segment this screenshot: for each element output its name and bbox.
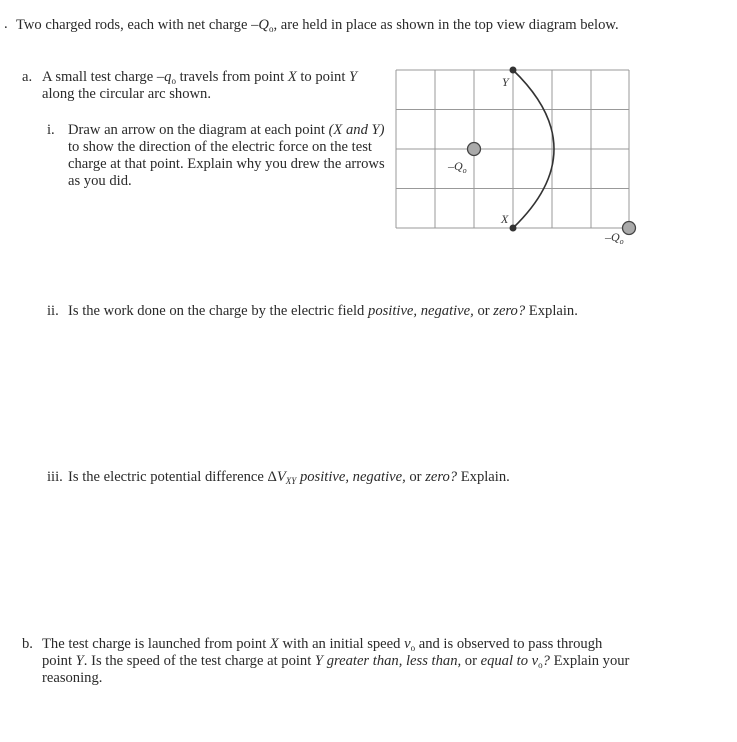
part-b-label: b. bbox=[22, 636, 33, 652]
point-x: X bbox=[287, 69, 297, 85]
text: with an initial speed bbox=[278, 636, 405, 652]
intro-text: , are held in place as shown in the top view diagram below. bbox=[273, 17, 619, 33]
text: or bbox=[405, 469, 426, 485]
subscript: o bbox=[410, 643, 416, 653]
text: Explain your reasoning. bbox=[42, 653, 630, 686]
part-a-i-label: i. bbox=[47, 122, 55, 138]
charge-1-label bbox=[447, 159, 467, 175]
point-y: Y bbox=[314, 653, 324, 669]
part-a-label: a. bbox=[22, 69, 33, 85]
part-b-text bbox=[42, 636, 632, 687]
text: to show the direction of the electric force on the test charge at that point. Explain why you drew the arrows as you did. bbox=[68, 139, 385, 189]
problem-intro bbox=[16, 17, 636, 34]
text: Explain. bbox=[525, 303, 578, 319]
test-charge-symbol: q bbox=[164, 69, 172, 85]
point-x-label: X bbox=[501, 212, 509, 226]
potential-symbol: V bbox=[276, 469, 286, 485]
charge-1-subscript: o bbox=[462, 166, 467, 175]
text: Draw an arrow on the diagram at each point bbox=[68, 122, 329, 138]
text: along the circular arc shown. bbox=[42, 86, 211, 102]
point-y-label: Y bbox=[502, 75, 509, 89]
problem-bullet: . bbox=[4, 16, 8, 32]
text: greater than, less than, bbox=[323, 653, 462, 669]
text: and is observed to pass through point bbox=[42, 636, 603, 669]
text: travels from point bbox=[175, 69, 288, 85]
text: equal to v bbox=[480, 653, 539, 669]
charge-2-label bbox=[604, 230, 624, 246]
text: Explain. bbox=[457, 469, 510, 485]
charge-1-symbol: –Q bbox=[448, 159, 463, 173]
diagram-svg[interactable] bbox=[380, 55, 660, 265]
text: The test charge is launched from point bbox=[42, 636, 270, 652]
point-x-dot bbox=[510, 225, 517, 232]
text: positive, negative, bbox=[296, 469, 406, 485]
subscript: o bbox=[171, 76, 176, 86]
text: . Is the speed of the test charge at point bbox=[83, 653, 315, 669]
text: A small test charge – bbox=[42, 69, 165, 85]
charge-symbol: Q bbox=[258, 17, 269, 33]
speed-symbol: v bbox=[404, 636, 411, 652]
point-y-dot bbox=[510, 67, 517, 74]
charge-2-symbol: –Q bbox=[605, 230, 620, 244]
text: Is the work done on the charge by the electric field bbox=[68, 303, 369, 319]
subscript: o bbox=[538, 660, 543, 670]
charge-2-subscript: o bbox=[619, 237, 624, 246]
text: positive, negative, bbox=[368, 303, 474, 319]
text: zero? bbox=[493, 303, 526, 319]
charge-rod-1 bbox=[468, 143, 481, 156]
charge-diagram[interactable] bbox=[380, 55, 660, 270]
grid bbox=[396, 70, 629, 228]
text: to point bbox=[296, 69, 350, 85]
charge-subscript: o bbox=[268, 24, 274, 34]
part-a-text bbox=[42, 69, 387, 103]
text: ? bbox=[542, 653, 550, 669]
point-y: Y bbox=[75, 653, 84, 669]
text: Is the electric potential difference Δ bbox=[68, 469, 277, 485]
points-text: (X and Y) bbox=[328, 122, 385, 138]
charge-rod-2 bbox=[623, 222, 636, 235]
subscript: XY bbox=[285, 476, 297, 486]
part-a-ii-label: ii. bbox=[47, 303, 59, 319]
part-a-ii-text bbox=[68, 303, 708, 320]
point-y: Y bbox=[349, 69, 358, 85]
text: zero? bbox=[425, 469, 458, 485]
point-x: X bbox=[269, 636, 279, 652]
part-a-iii-label: iii. bbox=[47, 469, 63, 485]
intro-text: Two charged rods, each with net charge – bbox=[16, 17, 259, 33]
text: or bbox=[473, 303, 494, 319]
part-a-i-text bbox=[68, 122, 386, 190]
part-a-iii-text bbox=[68, 469, 708, 486]
text: or bbox=[461, 653, 481, 669]
